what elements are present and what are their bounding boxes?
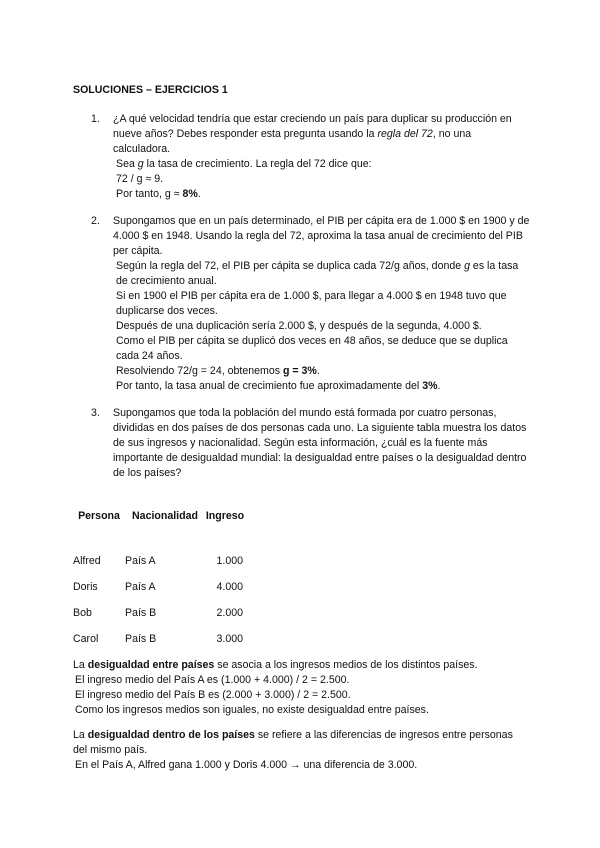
question-text: Supongamos que toda la población del mundo está formada por cuatro personas, divididas en dos países de dos personas cada uno. La siguiente tabla muestra los datos de sus ingresos y nacionalidad. Según esta información, ¿cuál es la fuente más importante de desigualdad mundial: la desigualdad entre países o la desigualdad dentro de los países? <box>113 407 527 479</box>
table-row <box>73 574 245 600</box>
question-number: 1. <box>91 113 100 125</box>
cell-nationality: País A <box>125 555 156 567</box>
cell-income: 4.000 <box>216 581 243 593</box>
section-line: El ingreso medio del País A es (1.000 + 4.000) / 2 = 2.500. <box>75 674 350 686</box>
cell-income: 3.000 <box>216 633 243 645</box>
within-countries-section <box>73 728 513 773</box>
section-intro: La desigualdad entre países se asocia a los ingresos medios de los distintos países. <box>73 659 478 671</box>
table-row <box>73 600 245 626</box>
solution-line: Por tanto, la tasa anual de crecimiento fue aproximadamente del 3%. <box>116 380 441 392</box>
solution-line: Como el PIB per cápita se duplicó dos veces en 48 años, se deduce que se duplica cada 24 años. <box>116 335 508 362</box>
question-text: ¿A qué velocidad tendría que estar creciendo un país para duplicar su producción en nueve años? Debes responder esta pregunta usando la regla del 72, no una calculadora. <box>113 113 512 155</box>
cell-person: Bob <box>73 607 92 619</box>
cell-income: 1.000 <box>216 555 243 567</box>
column-header-nationality: Nacionalidad <box>132 510 198 522</box>
solution-line: Según la regla del 72, el PIB per cápita se duplica cada 72/g años, donde g es la tasa de crecimiento anual. <box>116 260 519 287</box>
between-countries-section <box>73 658 543 718</box>
table-row <box>73 626 245 652</box>
cell-nationality: País B <box>125 633 157 645</box>
section-line: Como los ingresos medios son iguales, no existe desigualdad entre países. <box>75 704 429 716</box>
solution-line: 72 / g ≈ 9. <box>116 173 164 185</box>
solution-line: Si en 1900 el PIB per cápita era de 1.000 $, para llegar a 4.000 $ en 1948 tuvo que duplicarse dos veces. <box>116 290 507 317</box>
table-header-row <box>73 508 245 548</box>
question-2 <box>91 214 531 394</box>
cell-nationality: País B <box>125 607 157 619</box>
solution-line: Resolviendo 72/g = 24, obtenemos g = 3%. <box>116 365 320 377</box>
section-intro: La desigualdad dentro de los países se refiere a las diferencias de ingresos entre personas del mismo país. <box>73 729 513 756</box>
cell-income: 2.000 <box>216 607 243 619</box>
question-3 <box>91 406 531 481</box>
section-line: El ingreso medio del País B es (2.000 + 3.000) / 2 = 2.500. <box>75 689 351 701</box>
column-header-person: Persona <box>78 510 120 522</box>
section-line: En el País A, Alfred gana 1.000 y Doris 4.000 → una diferencia de 3.000. <box>75 759 418 771</box>
cell-nationality: País A <box>125 581 156 593</box>
question-number: 3. <box>91 407 100 419</box>
solution-line: Después de una duplicación sería 2.000 $, y después de la segunda, 4.000 $. <box>116 320 482 332</box>
cell-person: Doris <box>73 581 98 593</box>
page-title: SOLUCIONES – EJERCICIOS 1 <box>73 84 228 96</box>
table-row <box>73 548 245 574</box>
income-table <box>73 508 245 652</box>
column-header-income: Ingreso <box>205 510 245 522</box>
question-1 <box>91 112 531 202</box>
question-number: 2. <box>91 215 100 227</box>
solution-line: Sea g la tasa de crecimiento. La regla del 72 dice que: <box>116 158 372 170</box>
solution-line: Por tanto, g ≈ 8%. <box>116 188 201 200</box>
cell-person: Alfred <box>73 555 101 567</box>
cell-person: Carol <box>73 633 99 645</box>
question-text: Supongamos que en un país determinado, el PIB per cápita era de 1.000 $ en 1900 y de 4.000 $ en 1948. Usando la regla del 72, aproxima la tasa anual de crecimiento del PIB per cápita. <box>113 215 530 257</box>
